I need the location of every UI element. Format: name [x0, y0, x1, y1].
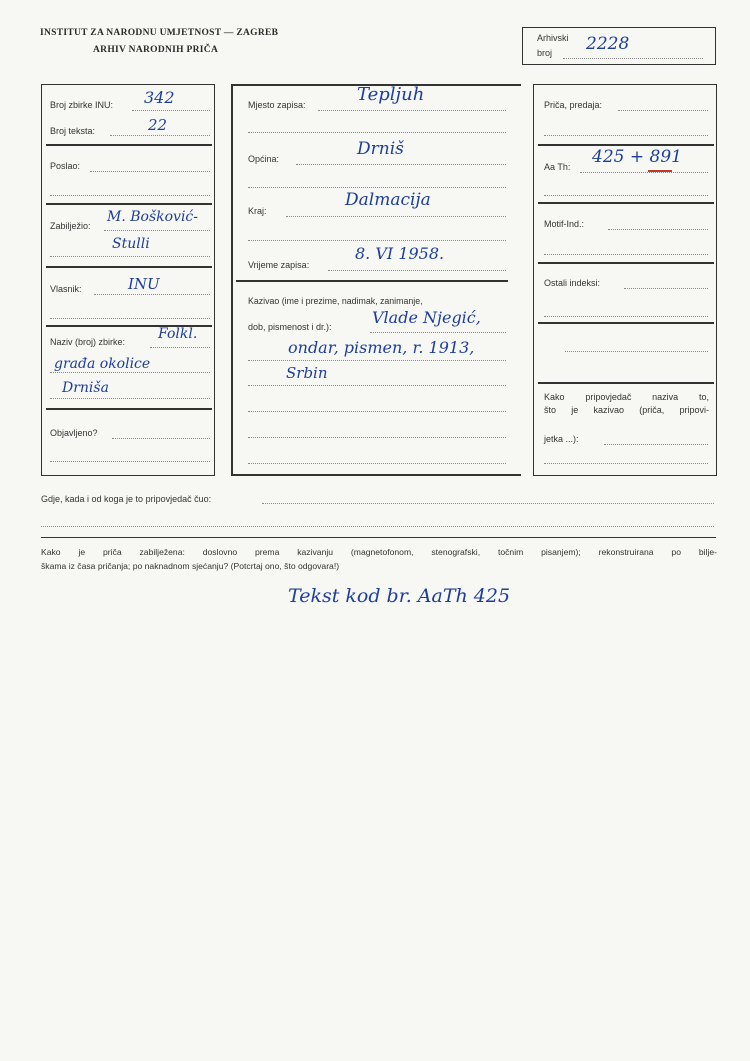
right-divider-4 — [538, 322, 714, 324]
narrator-dotline-6 — [248, 463, 506, 464]
narrator-dotline-4 — [248, 411, 506, 412]
handwritten-note: Tekst kod br. AaTh 425 — [288, 585, 511, 607]
recorded-by-dotline-2 — [50, 256, 210, 257]
municipality-dotline-1 — [296, 164, 506, 165]
institute-title: INSTITUT ZA NARODNU UMJETNOST — ZAGREB — [40, 28, 279, 38]
date-value: 8. VI 1958. — [355, 244, 445, 263]
narrator-naming-dotline-1 — [604, 444, 708, 445]
region-dotline-1 — [286, 216, 506, 217]
recording-method-line2: škama iz časa pričanja; po naknadnom sjećanju? (Potcrtaj ono, što odgovara!) — [41, 561, 340, 571]
narrator-naming-line3: jetka ...): — [544, 434, 579, 444]
recorded-by-dotline-1 — [104, 230, 210, 231]
region-value: Dalmacija — [345, 190, 431, 210]
collection-name-value-line2: građa okolice — [54, 356, 151, 372]
date-label: Vrijeme zapisa: — [248, 260, 310, 270]
owner-value: INU — [128, 275, 160, 293]
other-indexes-label: Ostali indeksi: — [544, 278, 601, 288]
sent-by-dotline-1 — [90, 171, 210, 172]
collection-name-label: Naziv (broj) zbirke: — [50, 337, 126, 347]
other-indexes-dotline-1 — [624, 288, 708, 289]
place-value: Tepljuh — [357, 84, 425, 105]
owner-dotline-2 — [50, 318, 210, 319]
right-divider-1 — [538, 144, 714, 146]
recorded-by-label: Zabilježio: — [50, 221, 91, 231]
narrator-dotline-2 — [248, 360, 506, 361]
recording-method-line1: Kako je priča zabilježena: doslovno prema kazivanju (magnetofonom, stenografski, točnim pisanjem); rekonstruirana po bilje- — [41, 547, 717, 557]
collection-number-value: 342 — [144, 88, 175, 107]
narrator-label-line2: dob, pismenost i dr.): — [248, 322, 332, 332]
middle-left-border — [231, 84, 233, 476]
place-dotline-1 — [318, 110, 506, 111]
collection-name-dotline-2 — [50, 372, 210, 373]
story-type-label: Priča, predaja: — [544, 100, 603, 110]
archive-number-label-line1: Arhivski — [537, 33, 569, 43]
motif-dotline-1 — [608, 229, 708, 230]
text-number-dotline — [110, 135, 210, 136]
recorded-by-value-line1: M. Bošković- — [107, 209, 199, 225]
narrator-value-line3: Srbin — [286, 364, 328, 382]
middle-divider-1 — [236, 280, 508, 282]
date-dotline — [328, 270, 506, 271]
collection-number-label: Broj zbirke INU: — [50, 100, 114, 110]
motif-dotline-2 — [544, 254, 708, 255]
where-heard-label: Gdje, kada i od koga je to pripovjedač čuo: — [41, 494, 212, 504]
collection-name-dotline-1 — [150, 347, 210, 348]
text-number-value: 22 — [148, 116, 168, 134]
municipality-value: Drniš — [357, 139, 404, 159]
narrator-value-line2: ondar, pismen, r. 1913, — [288, 338, 475, 357]
left-divider-5 — [46, 408, 212, 410]
narrator-naming-dotline-2 — [544, 463, 708, 464]
footer-divider — [41, 537, 716, 538]
municipality-dotline-2 — [248, 187, 506, 188]
motif-label: Motif-Ind.: — [544, 219, 585, 229]
collection-name-dotline-3 — [50, 398, 210, 399]
left-divider-2 — [46, 203, 212, 205]
aath-value: 425 + 891 — [592, 147, 682, 167]
story-type-dotline-2 — [544, 135, 708, 136]
archive-number-dotline — [563, 58, 703, 59]
aath-dotline-1 — [580, 172, 708, 173]
where-heard-dotline-1 — [262, 503, 714, 504]
collection-number-dotline — [132, 110, 210, 111]
narrator-value-line1: Vlade Njegić, — [372, 308, 481, 327]
narrator-naming-line2: što je kazivao (priča, pripovi- — [544, 405, 709, 415]
owner-dotline-1 — [94, 294, 210, 295]
left-divider-1 — [46, 144, 212, 146]
sent-by-dotline-2 — [50, 195, 210, 196]
archive-number-label-line2: broj — [537, 48, 553, 58]
where-heard-dotline-2 — [41, 526, 714, 527]
published-dotline-1 — [112, 438, 210, 439]
archive-number-box — [522, 27, 716, 65]
archive-title: ARHIV NARODNIH PRIČA — [93, 45, 219, 55]
right-divider-2 — [538, 202, 714, 204]
municipality-label: Općina: — [248, 154, 280, 164]
collection-name-value-line3: Drniša — [62, 380, 109, 396]
archive-number-value: 2228 — [586, 34, 630, 54]
right-divider-3 — [538, 262, 714, 264]
sent-by-label: Poslao: — [50, 161, 81, 171]
narrator-naming-line1: Kako pripovjedač naziva to, — [544, 392, 709, 402]
place-dotline-2 — [248, 132, 506, 133]
narrator-dotline-3 — [248, 385, 506, 386]
narrator-dotline-5 — [248, 437, 506, 438]
left-divider-3 — [46, 266, 212, 268]
published-dotline-2 — [50, 461, 210, 462]
middle-bottom-border — [231, 474, 521, 476]
aath-dotline-2 — [544, 195, 708, 196]
published-label: Objavljeno? — [50, 428, 98, 438]
owner-label: Vlasnik: — [50, 284, 82, 294]
text-number-label: Broj teksta: — [50, 126, 96, 136]
other-indexes-dotline-3 — [565, 351, 708, 352]
region-label: Kraj: — [248, 206, 267, 216]
place-label: Mjesto zapisa: — [248, 100, 306, 110]
aath-label: Aa Th: — [544, 162, 571, 172]
recorded-by-value-line2: Stulli — [112, 236, 150, 252]
narrator-dotline-1 — [370, 332, 506, 333]
region-dotline-2 — [248, 240, 506, 241]
story-type-dotline-1 — [618, 110, 708, 111]
right-divider-5 — [538, 382, 714, 384]
other-indexes-dotline-2 — [544, 316, 708, 317]
collection-name-value-line1: Folkl. — [158, 326, 198, 342]
narrator-label-line1: Kazivao (ime i prezime, nadimak, zanimanje, — [248, 296, 423, 306]
